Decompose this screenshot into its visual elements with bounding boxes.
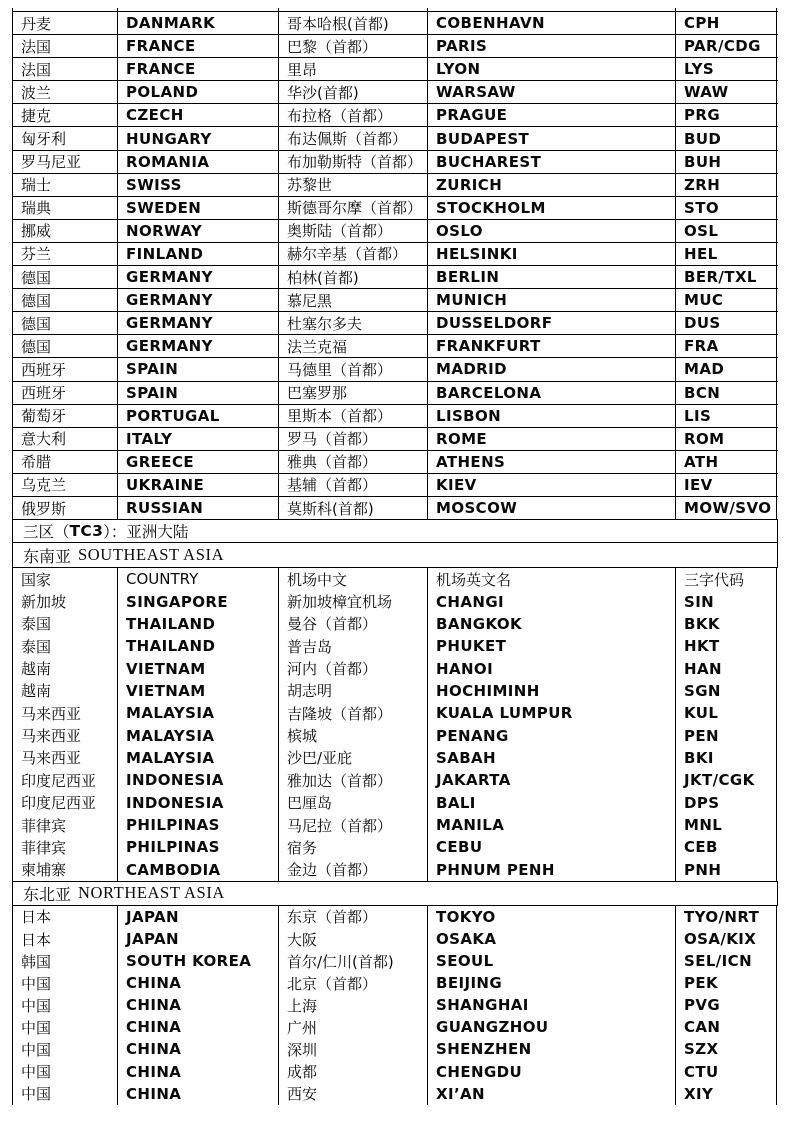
table-row [13, 35, 778, 58]
table-row [13, 81, 778, 104]
iata-code-cell: ZRH [676, 174, 777, 196]
country-en-cell: CHINA [126, 1062, 182, 1081]
country-cn-cell: 丹麦 [13, 12, 118, 34]
airport-cn-cell: 里昂 [279, 58, 428, 80]
country-en-column [118, 906, 279, 1105]
country-cn-cell: 马来西亚 [21, 704, 82, 723]
airport-cn-cell: 普吉岛 [287, 637, 333, 656]
iata-code-cell: BCN [676, 382, 777, 404]
iata-code-cell: OSA/KIX [684, 930, 757, 949]
airport-cn-cell: 布加勒斯特（首都） [279, 151, 428, 173]
airport-en-cell: SHENZHEN [436, 1040, 532, 1059]
iata-code-cell: BUD [676, 127, 777, 149]
iata-code-cell: MUC [676, 289, 777, 311]
country-en-cell: CAMBODIA [126, 860, 221, 879]
airport-en-cell: SHANGHAI [436, 996, 529, 1015]
airport-cn-cell: 新加坡樟宜机场 [287, 593, 393, 612]
airport-en-cell: PENANG [436, 726, 509, 745]
country-en-cell: GERMANY [118, 289, 279, 311]
country-cn-cell: 中国 [21, 974, 52, 993]
country-en-cell: POLAND [118, 81, 279, 103]
iata-code-cell: HAN [684, 659, 722, 678]
airport-cn-cell: 宿务 [287, 838, 318, 857]
iata-code-column [676, 568, 777, 881]
stub-cell [279, 8, 428, 11]
table-row [13, 197, 778, 220]
country-en-cell: CHINA [126, 1018, 182, 1037]
airport-cn-column-header: 机场中文 [287, 570, 348, 589]
iata-code-cell: PNH [684, 860, 722, 879]
airport-cn-cell: 巴厘岛 [287, 794, 333, 813]
country-en-cell: MALAYSIA [126, 704, 215, 723]
airport-en-cell: LISBON [428, 405, 676, 427]
airport-cn-cell: 成都 [287, 1063, 318, 1082]
table-row [13, 243, 778, 266]
country-en-cell: PHILPINAS [126, 816, 220, 835]
southeast-asia-block [12, 568, 778, 882]
iata-code-cell: PEK [684, 974, 719, 993]
airport-en-cell: PRAGUE [428, 104, 676, 126]
airport-cn-cell: 法兰克福 [279, 335, 428, 357]
airport-cn-cell: 金边（首都） [287, 861, 378, 880]
airport-en-cell: KUALA LUMPUR [436, 704, 573, 723]
country-en-cell: VIETNAM [126, 681, 206, 700]
table-row [13, 127, 778, 150]
country-cn-cell: 菲律宾 [21, 816, 67, 835]
iata-code-cell: SIN [684, 592, 715, 611]
country-en-cell: HUNGARY [118, 127, 279, 149]
country-cn-cell: 西班牙 [13, 358, 118, 380]
country-cn-cell: 葡萄牙 [13, 405, 118, 427]
country-en-cell: ROMANIA [118, 151, 279, 173]
country-en-cell: MALAYSIA [126, 748, 215, 767]
tc3-title-prefix: 三区（ [23, 523, 70, 542]
country-en-cell: CHINA [126, 996, 182, 1015]
airport-cn-cell: 莫斯科(首都) [279, 497, 428, 519]
airport-code-table [12, 8, 778, 1105]
iata-code-cell: LIS [676, 405, 777, 427]
country-en-cell: GERMANY [118, 266, 279, 288]
country-cn-cell: 挪威 [13, 220, 118, 242]
airport-en-cell: PHUKET [436, 637, 507, 656]
country-en-cell: JAPAN [126, 907, 179, 926]
airport-cn-cell: 奥斯陆（首都） [279, 220, 428, 242]
country-en-cell: MALAYSIA [126, 726, 215, 745]
airport-en-cell: OSAKA [436, 930, 497, 949]
table-row [13, 12, 778, 35]
airport-en-cell: TOKYO [436, 907, 496, 926]
iata-code-cell: HEL [676, 243, 777, 265]
iata-code-cell: BUH [676, 151, 777, 173]
table-row [13, 428, 778, 451]
country-en-cell: VIETNAM [126, 659, 206, 678]
country-en-cell: RUSSIAN [118, 497, 279, 519]
airport-en-cell: ROME [428, 428, 676, 450]
airport-cn-cell: 里斯本（首都） [279, 405, 428, 427]
tc3-title-code: TC3 [69, 522, 104, 541]
airport-cn-cell: 西安 [287, 1085, 318, 1104]
country-cn-column [13, 906, 118, 1105]
airport-cn-cell: 赫尔辛基（首都） [279, 243, 428, 265]
iata-code-cell: WAW [676, 81, 777, 103]
iata-code-cell: STO [676, 197, 777, 219]
country-en-cell: JAPAN [126, 930, 179, 949]
airport-cn-cell: 槟城 [287, 727, 318, 746]
airport-en-cell: MUNICH [428, 289, 676, 311]
country-en-cell: UKRAINE [118, 474, 279, 496]
iata-code-cell: TYO/NRT [684, 907, 760, 926]
airport-cn-cell: 慕尼黑 [279, 289, 428, 311]
country-cn-cell: 日本 [21, 908, 52, 927]
country-cn-cell: 意大利 [13, 428, 118, 450]
airport-cn-cell: 华沙(首都) [279, 81, 428, 103]
country-cn-cell: 匈牙利 [13, 127, 118, 149]
airport-cn-cell: 雅典（首都） [279, 451, 428, 473]
country-en-cell: FRANCE [118, 58, 279, 80]
iata-code-cell: BER/TXL [676, 266, 777, 288]
country-cn-cell: 中国 [21, 1040, 52, 1059]
country-cn-cell: 西班牙 [13, 382, 118, 404]
table-row [13, 405, 778, 428]
airport-en-cell: HOCHIMINH [436, 681, 540, 700]
airport-en-cell: BALI [436, 793, 476, 812]
table-top-crop-stub [12, 8, 778, 11]
country-en-cell: DANMARK [118, 12, 279, 34]
iata-code-cell: LYS [676, 58, 777, 80]
iata-code-cell: FRA [676, 335, 777, 357]
country-en-cell: FRANCE [118, 35, 279, 57]
iata-code-cell: OSL [676, 220, 777, 242]
airport-en-cell: COBENHAVN [428, 12, 676, 34]
table-row [13, 312, 778, 335]
region-row-northeast-asia [12, 882, 778, 906]
table-row [13, 58, 778, 81]
country-en-column [118, 568, 279, 881]
iata-code-cell: PVG [684, 996, 721, 1015]
table-row [13, 289, 778, 312]
airport-cn-cell: 罗马（首都） [279, 428, 428, 450]
region-title-cn: 东北亚 [23, 884, 72, 904]
airport-cn-cell: 柏林(首都) [279, 266, 428, 288]
country-cn-cell: 中国 [21, 996, 52, 1015]
iata-code-cell: MNL [684, 816, 723, 835]
airport-en-column-header: 机场英文名 [436, 570, 512, 589]
country-cn-column [13, 568, 118, 881]
iata-code-cell: MAD [676, 358, 777, 380]
iata-code-cell: SEL/ICN [684, 952, 753, 971]
iata-code-cell: ROM [676, 428, 777, 450]
country-en-column-header: COUNTRY [126, 570, 199, 589]
iata-code-cell: CAN [684, 1018, 721, 1037]
airport-cn-cell: 巴黎（首都） [279, 35, 428, 57]
airport-cn-cell: 苏黎世 [279, 174, 428, 196]
iata-code-cell: CTU [684, 1062, 719, 1081]
table-row [13, 358, 778, 381]
airport-cn-cell: 上海 [287, 996, 318, 1015]
country-cn-cell: 中国 [21, 1018, 52, 1037]
airport-cn-cell: 马德里（首都） [279, 358, 428, 380]
airport-cn-cell: 胡志明 [287, 682, 333, 701]
airport-cn-cell: 哥本哈根(首都) [279, 12, 428, 34]
airport-en-cell: GUANGZHOU [436, 1018, 549, 1037]
airport-cn-cell: 东京（首都） [287, 908, 378, 927]
airport-cn-column [279, 568, 428, 881]
airport-en-cell: OSLO [428, 220, 676, 242]
country-cn-cell: 乌克兰 [13, 474, 118, 496]
country-cn-cell: 希腊 [13, 451, 118, 473]
country-cn-cell: 柬埔寨 [21, 861, 67, 880]
iata-code-cell: PRG [676, 104, 777, 126]
country-cn-cell: 罗马尼亚 [13, 151, 118, 173]
iata-code-cell: HKT [684, 637, 720, 656]
country-cn-cell: 韩国 [21, 952, 52, 971]
country-cn-cell: 捷克 [13, 104, 118, 126]
country-en-cell: PHILPINAS [126, 838, 220, 857]
country-en-cell: INDONESIA [126, 771, 224, 790]
table-row [13, 104, 778, 127]
airport-cn-cell: 沙巴/亚庇 [287, 749, 353, 768]
region-title-en: NORTHEAST ASIA [78, 883, 225, 903]
country-en-cell: NORWAY [118, 220, 279, 242]
country-cn-cell: 马来西亚 [21, 727, 82, 746]
airport-en-cell: CHENGDU [436, 1062, 523, 1081]
country-cn-cell: 瑞士 [13, 174, 118, 196]
airport-en-cell: BEIJING [436, 974, 503, 993]
stub-cell [118, 8, 279, 11]
airport-en-cell: HANOI [436, 659, 494, 678]
iata-code-column [676, 906, 777, 1105]
country-cn-cell: 泰国 [21, 615, 52, 634]
airport-cn-column [279, 906, 428, 1105]
iata-code-cell: SGN [684, 681, 721, 700]
airport-en-cell: DUSSELDORF [428, 312, 676, 334]
country-cn-cell: 印度尼西亚 [21, 771, 97, 790]
airport-en-cell: PARIS [428, 35, 676, 57]
airport-en-cell: FRANKFURT [428, 335, 676, 357]
country-cn-cell: 中国 [21, 1085, 52, 1104]
country-cn-cell: 俄罗斯 [13, 497, 118, 519]
country-en-cell: SOUTH KOREA [126, 952, 252, 971]
country-en-cell: GREECE [118, 451, 279, 473]
region-row-southeast-asia [12, 543, 778, 568]
country-en-cell: SWEDEN [118, 197, 279, 219]
country-en-cell: THAILAND [126, 614, 216, 633]
airport-cn-cell: 马尼拉（首都） [287, 816, 393, 835]
iata-code-cell: IEV [676, 474, 777, 496]
country-cn-cell: 泰国 [21, 637, 52, 656]
airport-en-cell: JAKARTA [436, 771, 511, 790]
country-cn-cell: 德国 [13, 289, 118, 311]
airport-en-cell: ZURICH [428, 174, 676, 196]
airport-cn-cell: 广州 [287, 1018, 318, 1037]
country-en-cell: CHINA [126, 1084, 182, 1103]
iata-code-cell: MOW/SVO [676, 497, 777, 519]
stub-cell [676, 8, 777, 11]
iata-code-cell: KUL [684, 704, 719, 723]
iata-code-cell: BKI [684, 748, 714, 767]
country-cn-column-header: 国家 [21, 570, 52, 589]
iata-code-cell: PEN [684, 726, 719, 745]
airport-en-column [428, 906, 676, 1105]
airport-cn-cell: 河内（首都） [287, 660, 378, 679]
country-cn-cell: 越南 [21, 682, 52, 701]
country-en-cell: INDONESIA [126, 793, 224, 812]
airport-en-cell: BUCHAREST [428, 151, 676, 173]
airport-en-cell: BANGKOK [436, 614, 523, 633]
airport-en-cell: LYON [428, 58, 676, 80]
tc3-section-row [12, 520, 778, 543]
airport-cn-cell: 曼谷（首都） [287, 615, 378, 634]
airport-cn-cell: 深圳 [287, 1040, 318, 1059]
stub-cell [428, 8, 676, 11]
country-en-cell: CHINA [126, 1040, 182, 1059]
country-en-cell: GERMANY [118, 335, 279, 357]
country-en-cell: CHINA [126, 974, 182, 993]
country-cn-cell: 中国 [21, 1063, 52, 1082]
northeast-asia-block [12, 906, 778, 1105]
iata-code-cell: SZX [684, 1040, 719, 1059]
region-title-en: SOUTHEAST ASIA [78, 545, 225, 565]
airport-cn-cell: 布达佩斯（首都） [279, 127, 428, 149]
airport-en-cell: PHNUM PENH [436, 860, 555, 879]
iata-code-cell: XIY [684, 1084, 714, 1103]
airport-en-cell: CHANGI [436, 592, 505, 611]
tc3-title-suffix: ）：亚洲大陆 [103, 523, 189, 542]
airport-en-cell: SEOUL [436, 952, 494, 971]
country-cn-cell: 新加坡 [21, 593, 67, 612]
country-cn-cell: 越南 [21, 660, 52, 679]
table-row [13, 382, 778, 405]
country-cn-cell: 波兰 [13, 81, 118, 103]
airport-en-cell: BARCELONA [428, 382, 676, 404]
country-cn-cell: 日本 [21, 930, 52, 949]
region-title-cn: 东南亚 [23, 546, 72, 566]
table-row [13, 220, 778, 243]
europe-section-rows [12, 11, 778, 520]
airport-en-cell: CEBU [436, 838, 483, 857]
airport-en-cell: STOCKHOLM [428, 197, 676, 219]
country-en-cell: GERMANY [118, 312, 279, 334]
table-row [13, 174, 778, 197]
airport-en-cell: MANILA [436, 816, 505, 835]
iata-code-cell: ATH [676, 451, 777, 473]
stub-cell [13, 8, 118, 11]
country-en-cell: SPAIN [118, 382, 279, 404]
country-cn-cell: 德国 [13, 312, 118, 334]
iata-code-cell: PAR/CDG [676, 35, 777, 57]
country-en-cell: CZECH [118, 104, 279, 126]
airport-en-cell: BUDAPEST [428, 127, 676, 149]
airport-en-cell: MADRID [428, 358, 676, 380]
country-cn-cell: 德国 [13, 266, 118, 288]
airport-en-cell: HELSINKI [428, 243, 676, 265]
airport-en-cell: MOSCOW [428, 497, 676, 519]
country-cn-cell: 芬兰 [13, 243, 118, 265]
airport-en-cell: XI’AN [436, 1084, 486, 1103]
country-en-cell: SWISS [118, 174, 279, 196]
airport-en-cell: ATHENS [428, 451, 676, 473]
airport-cn-cell: 布拉格（首都） [279, 104, 428, 126]
airport-cn-cell: 巴塞罗那 [279, 382, 428, 404]
table-row [13, 497, 778, 520]
iata-code-cell: DUS [676, 312, 777, 334]
airport-cn-cell: 雅加达（首都） [287, 771, 393, 790]
country-en-cell: THAILAND [126, 637, 216, 656]
airport-cn-cell: 北京（首都） [287, 974, 378, 993]
table-row [13, 474, 778, 497]
iata-code-cell: CEB [684, 838, 718, 857]
table-row [13, 451, 778, 474]
country-cn-cell: 瑞典 [13, 197, 118, 219]
airport-cn-cell: 首尔/仁川(首都) [287, 952, 394, 971]
airport-cn-cell: 吉隆坡（首都） [287, 704, 393, 723]
country-cn-cell: 法国 [13, 58, 118, 80]
country-en-cell: PORTUGAL [118, 405, 279, 427]
airport-en-cell: BERLIN [428, 266, 676, 288]
table-row [13, 335, 778, 358]
airport-cn-cell: 大阪 [287, 930, 318, 949]
airport-cn-cell: 基辅（首都） [279, 474, 428, 496]
iata-code-cell: BKK [684, 614, 720, 633]
country-cn-cell: 菲律宾 [21, 838, 67, 857]
country-en-cell: SPAIN [118, 358, 279, 380]
airport-cn-cell: 斯德哥尔摩（首都） [279, 197, 428, 219]
country-cn-cell: 德国 [13, 335, 118, 357]
table-row [13, 266, 778, 289]
country-en-cell: SINGAPORE [126, 592, 229, 611]
iata-code-column-header: 三字代码 [684, 570, 745, 589]
country-cn-cell: 马来西亚 [21, 749, 82, 768]
airport-en-column [428, 568, 676, 881]
country-cn-cell: 印度尼西亚 [21, 794, 97, 813]
country-en-cell: ITALY [118, 428, 279, 450]
country-cn-cell: 法国 [13, 35, 118, 57]
country-en-cell: FINLAND [118, 243, 279, 265]
airport-en-cell: SABAH [436, 748, 497, 767]
table-row [13, 151, 778, 174]
iata-code-cell: DPS [684, 793, 720, 812]
airport-cn-cell: 杜塞尔多夫 [279, 312, 428, 334]
airport-en-cell: KIEV [428, 474, 676, 496]
airport-en-cell: WARSAW [428, 81, 676, 103]
iata-code-cell: JKT/CGK [684, 771, 755, 790]
iata-code-cell: CPH [676, 12, 777, 34]
